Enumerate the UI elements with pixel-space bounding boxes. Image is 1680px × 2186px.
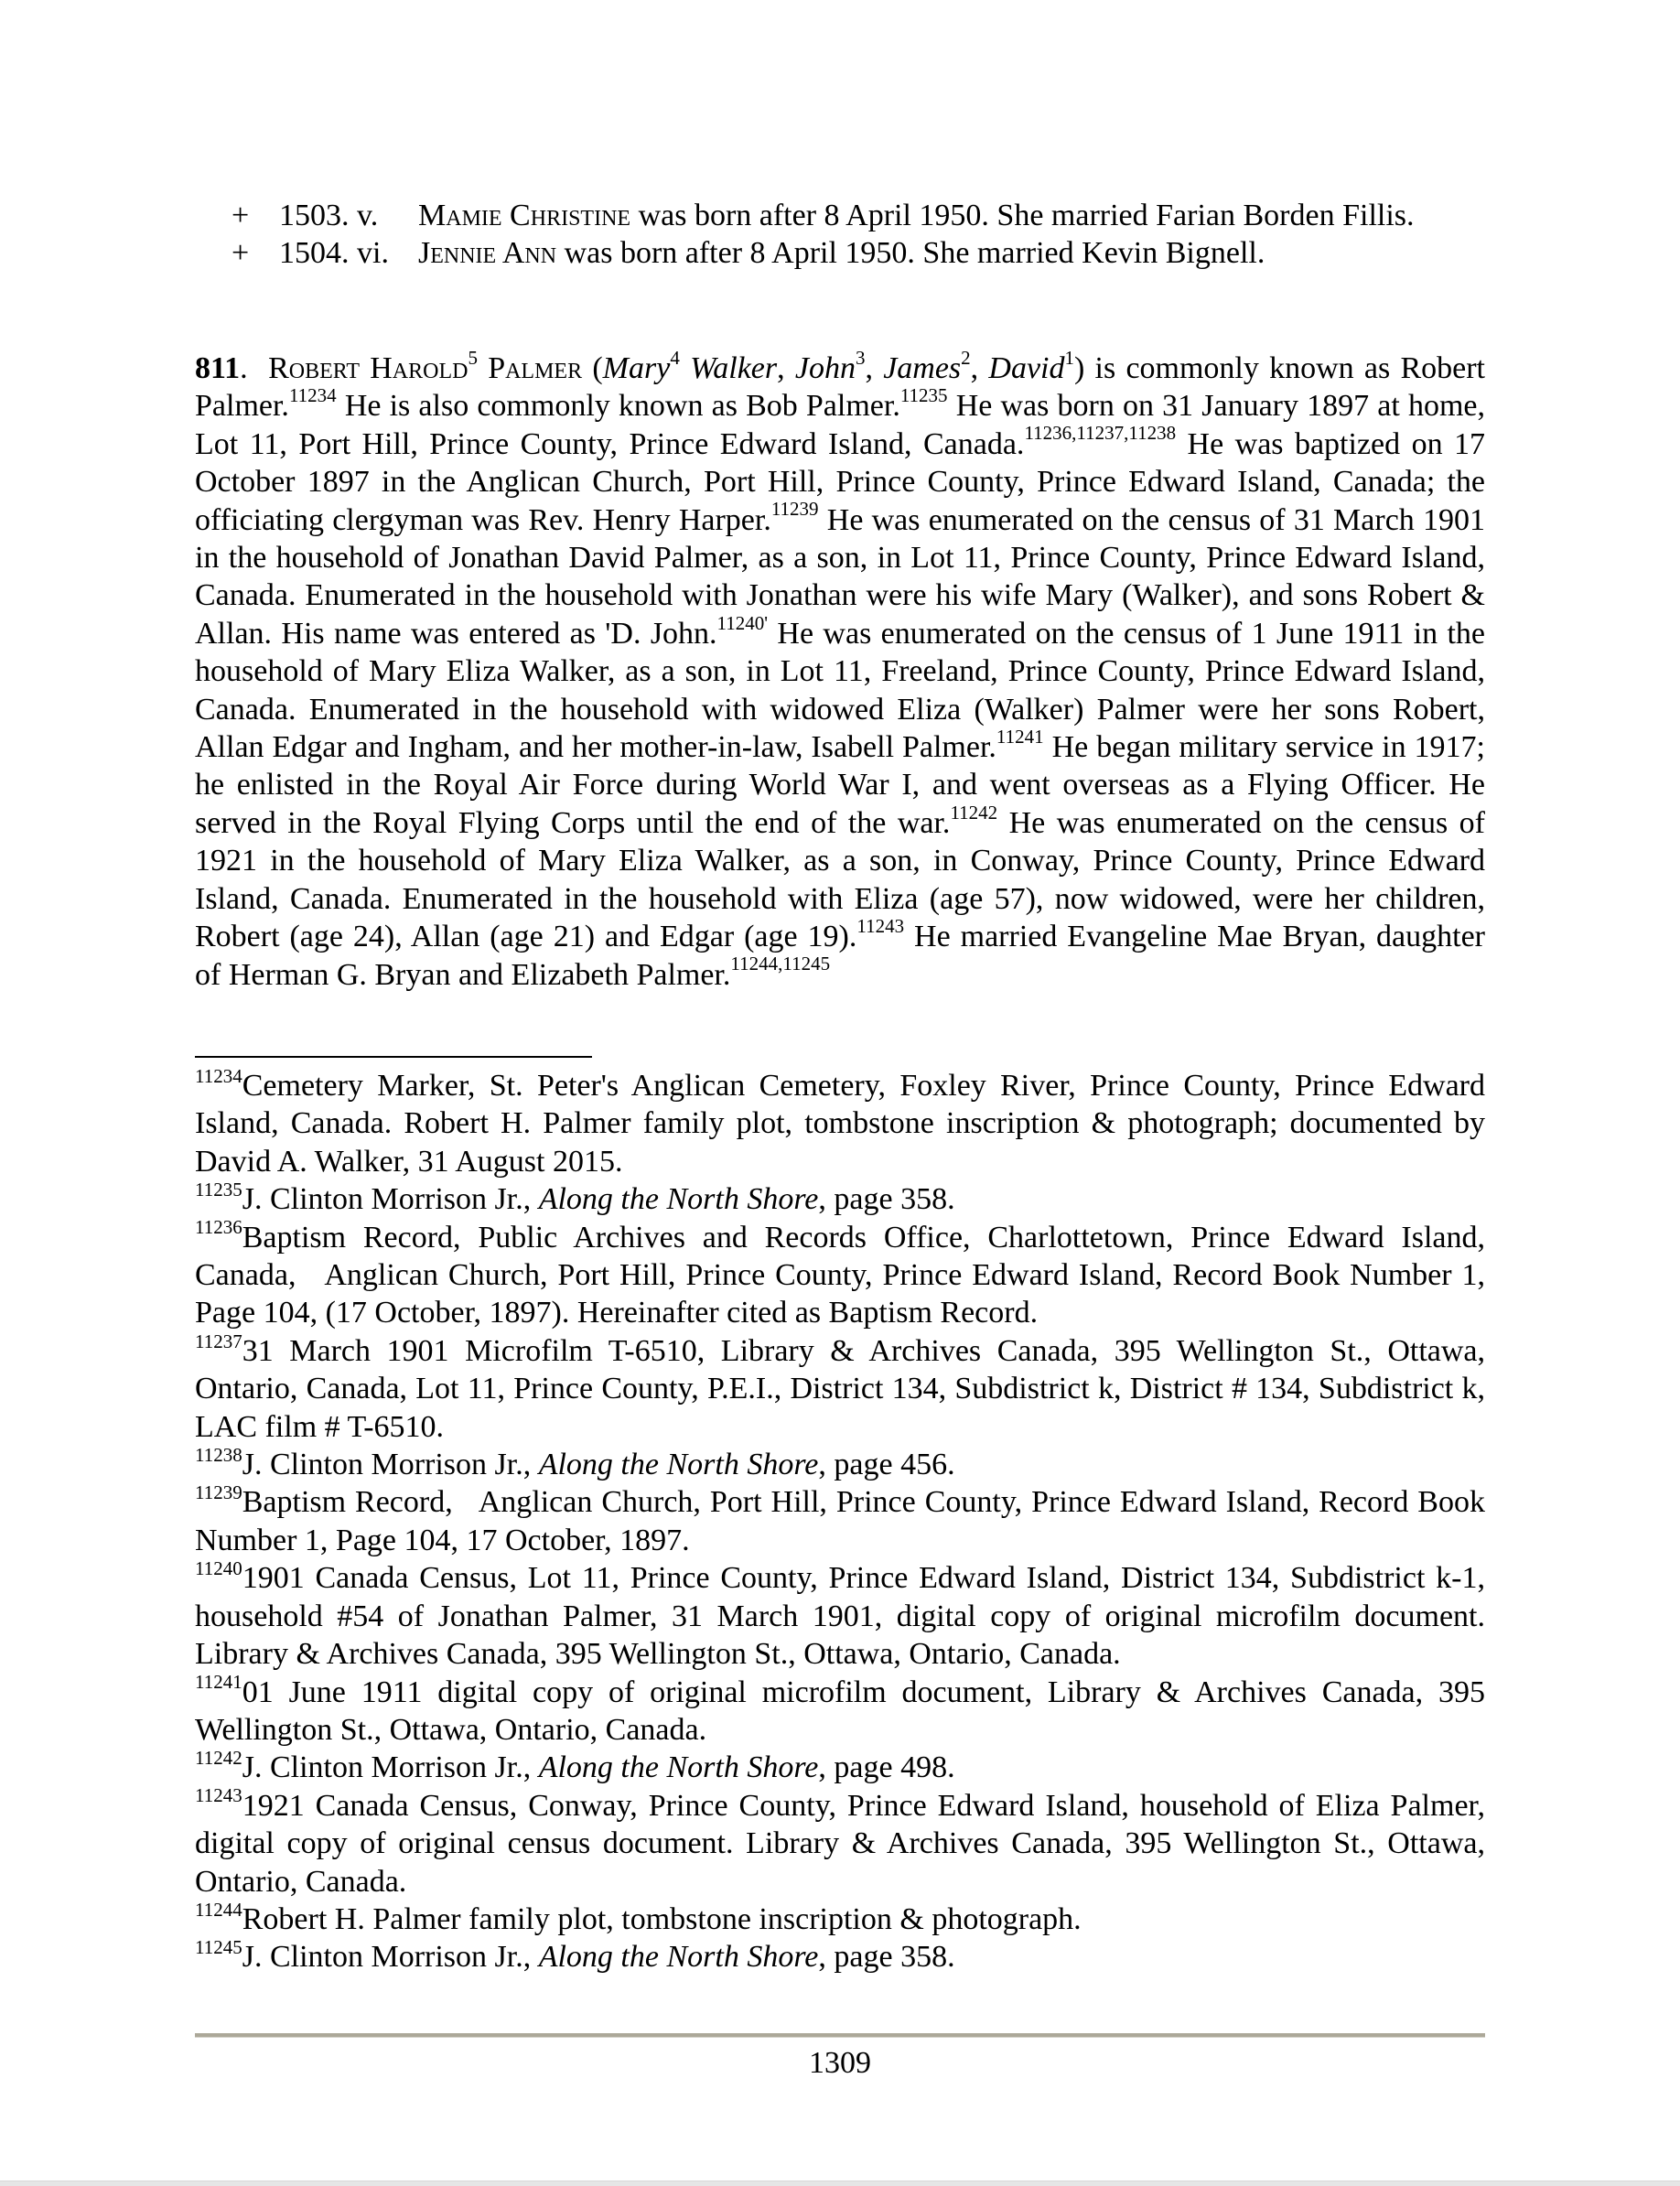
footnote-ref[interactable]: 11240'	[716, 611, 769, 634]
book-title: Along the North Shore	[538, 1448, 819, 1482]
footnote-number: 11240	[195, 1556, 242, 1579]
footnote-11245: $^{11245}$J. Clinton Morrison Jr., Along the North Shore, page 358.	[195, 1936, 955, 1975]
footnote-number: 11237	[195, 1330, 242, 1352]
footnote-ref[interactable]: 11244,11245	[730, 953, 831, 975]
children-list	[195, 197, 1485, 273]
person-surname: Palmer	[488, 351, 583, 385]
book-title: Along the North Shore	[538, 1750, 819, 1785]
book-title: Along the North Shore	[538, 1182, 819, 1217]
child-number: 1504. vi.	[279, 236, 389, 271]
viewer-bottom-edge	[0, 2181, 1680, 2186]
footnote-number: 11243	[195, 1784, 242, 1807]
footnote-11234: $^{11234}$Cemetery Marker, St. Peter's Anglican Cemetery, Foxley River, Prince County, Prince Edward Island, Canada. Robert H. Palmer family plot, tombstone inscription & photograph; documented by David A. Walker, 31 August 2015.	[195, 1064, 1485, 1179]
page-number: 1309	[809, 2046, 871, 2080]
footnote-ref[interactable]: 11234	[288, 384, 337, 407]
footnote-ref[interactable]: 11241	[996, 725, 1044, 748]
footnote-11243: $^{11243}$1921 Canada Census, Conway, Prince County, Prince Edward Island, household of Eliza Palmer, digital copy of original census document. Library & Archives Canada, 395 Wellington St., Ottawa, Ontario, Canada.	[195, 1784, 1485, 1899]
footnote-number: 11234	[195, 1064, 242, 1087]
child-entry-1503	[195, 197, 1485, 234]
person-first-names: Robert Harold	[268, 351, 468, 385]
footnote-11241: $^{11241}$01 June 1911 digital copy of original microfilm document, Library & Archives Canada, 395 Wellington St., Ottawa, Ontario, Canada.	[195, 1671, 1485, 1747]
footnote-number: 11235	[195, 1178, 242, 1201]
footnote-separator	[195, 1056, 592, 1058]
book-title: Along the North Shore	[538, 1940, 819, 1975]
child-number: 1503. v.	[279, 199, 379, 232]
lineage: Mary$^4$ Walker, John$^3$, James$^2$, David$^1$	[602, 346, 1074, 385]
footnote-11239: $^{11239}$Baptism Record, Anglican Church, Port Hill, Prince County, Prince Edward Island, Record Book Number 1, Page 104, 17 October, 1897.	[195, 1481, 1493, 1557]
footer-rule	[195, 2033, 1485, 2038]
footnote-number: 11239	[195, 1481, 242, 1504]
biography-paragraph: 811. Robert Harold$^5$ Palmer (Mary$^4$ Walker, John$^3$, James$^2$, David$^1$) is commonly known as Robert Palmer.$^{11234}$ He is also commonly known as Bob Palmer.$^{11235}$ He was born on 31 January 1897 at home, Lot 11, Port Hill, Prince County, Prince Edward Island, Canada.$^{11236,11237,11238}$ He was baptized on 17 October 1897 in the Anglican Church, Port Hill, Prince County, Prince Edward Island, Canada; the officiating clergyman was Rev. Henry Harper.$^{11239}$ He was enumerated on the census of 31 March 1901 in the household of Jonathan David Palmer, as a son, in Lot 11, Prince County, Prince Edward Island, Canada. Enumerated in the household with Jonathan were his wife Mary (Walker), and sons Robert & Allan. His name was entered as 'D. John.$^{11240'}$ He was enumerated on the census of 1 June 1911 in the household of Mary Eliza Walker, as a son, in Lot 11, Freeland, Prince County, Prince Edward Island, Canada. Enumerated in the household with widowed Eliza (Walker) Palmer were her sons Robert, Allan Edgar and Ingham, and her mother-in-law, Isabell Palmer.$^{11241}$ He began military service in 1917; he enlisted in the Royal Air Force during World War I, and went overseas as a Flying Officer. He served in the Royal Flying Corps until the end of the war.$^{11242}$ He was enumerated on the census of 1921 in the household of Mary Eliza Walker, as a son, in Conway, Prince County, Prince Edward Island, Canada. Enumerated in the household with Eliza (age 57), now widowed, were her children, Robert (age 24), Allan (age 21) and Edgar (age 19).$^{11243}$ He married Evangeline Mae Bryan, daughter of Herman G. Bryan and Elizabeth Palmer.$^{11244,11245}$	[195, 346, 1486, 992]
footnote-number: 11238	[195, 1443, 242, 1466]
footnote-number: 11241	[195, 1671, 242, 1694]
footnote-number: 11236	[195, 1216, 242, 1239]
child-name: Jennie Ann	[418, 236, 557, 271]
footnote-11235: $^{11235}$J. Clinton Morrison Jr., Along the North Shore, page 358.	[195, 1178, 955, 1217]
footnote-11238: $^{11238}$J. Clinton Morrison Jr., Along the North Shore, page 456.	[195, 1443, 955, 1482]
footnote-number: 11242	[195, 1746, 242, 1769]
footnote-11240: $^{11240}$1901 Canada Census, Lot 11, Prince County, Prince Edward Island, District 134, Subdistrict k-1, household #54 of Jonathan Palmer, 31 March 1901, digital copy of original microfilm document. Library & Archives Canada, 395 Wellington St., Ottawa, Ontario, Canada.	[195, 1556, 1485, 1672]
child-entry-1504	[195, 234, 1485, 272]
footnote-ref[interactable]: 11235	[899, 384, 948, 407]
generation-number: 5	[468, 346, 478, 369]
footnote-11242: $^{11242}$J. Clinton Morrison Jr., Along the North Shore, page 498.	[195, 1746, 955, 1785]
footnote-ref[interactable]: 11239	[770, 498, 819, 521]
child-name: Mamie Christine	[418, 199, 631, 232]
footnote-number: 11244	[195, 1898, 242, 1921]
has-descendants-marker: +	[232, 236, 250, 271]
entry-number: 811	[195, 351, 241, 385]
footnote-11237: $^{11237}$31 March 1901 Microfilm T-6510, Library & Archives Canada, 395 Wellington St., Ottawa, Ontario, Canada, Lot 11, Prince County, P.E.I., District 134, Subdistrict k, District # 134, Subdistrict k, LAC film # T-6510.	[195, 1330, 1485, 1444]
footnote-11244: $^{11244}$Robert H. Palmer family plot, tombstone inscription & photograph.	[195, 1898, 1082, 1936]
child-description: Jennie Ann was born after 8 April 1950. She married Kevin Bignell.	[418, 236, 1265, 271]
footnote-ref[interactable]: 11236,11237,11238	[1024, 422, 1177, 445]
child-description: Mamie Christine was born after 8 April 1950. She married Farian Borden Fillis.	[418, 199, 1415, 232]
footnote-ref[interactable]: 11242	[950, 801, 998, 824]
footnote-11236: $^{11236}$Baptism Record, Public Archives and Records Office, Charlottetown, Prince Edward Island, Canada, Anglican Church, Port Hill, Prince County, Prince Edward Island, Record Book Number 1, Page 104, (17 October, 1897). Hereinafter cited as Baptism Record.	[195, 1216, 1493, 1330]
has-descendants-marker: +	[232, 199, 250, 232]
footnote-ref[interactable]: 11243	[856, 914, 905, 937]
footnote-number: 11245	[195, 1936, 242, 1959]
footnotes	[195, 1064, 1493, 1976]
